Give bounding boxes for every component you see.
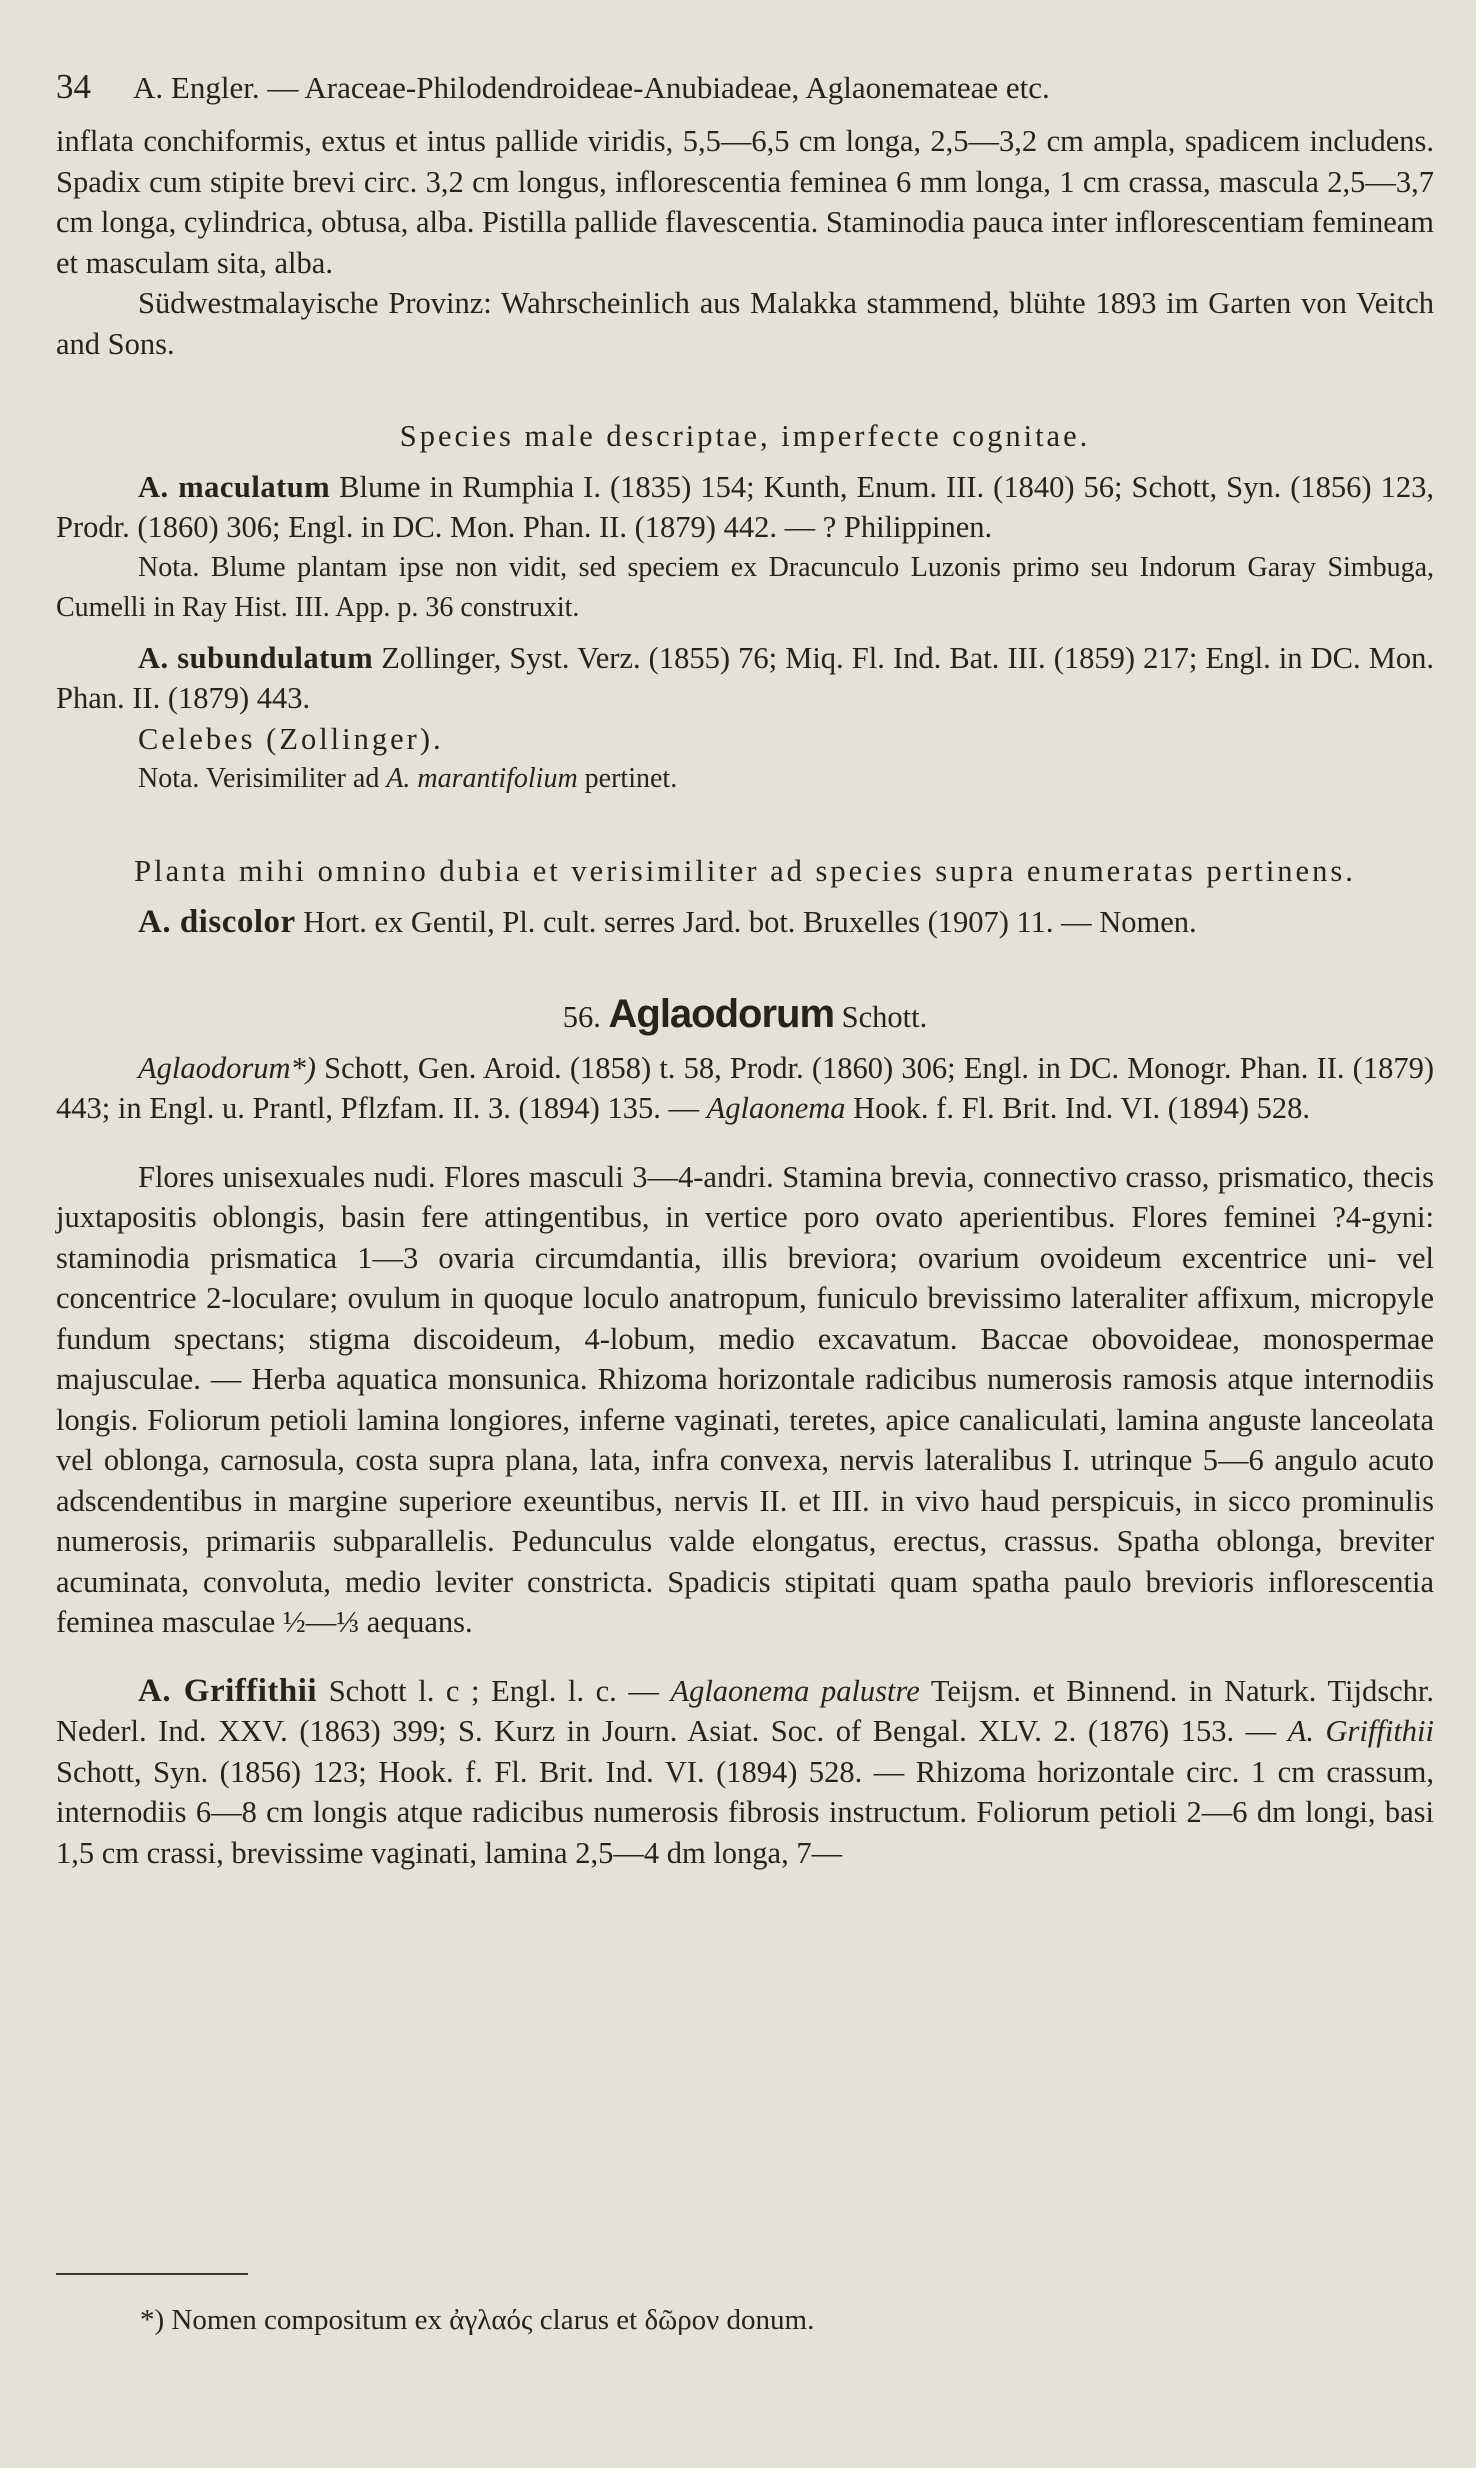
section-heading-doubtful-plant: Planta mihi omnino dubia et verisimiliter ad species supra enumeratas pertinens. xyxy=(134,854,1356,888)
genus-description: Flores unisexuales nudi. Flores masculi 3—4-andri. Stamina brevia, connectivo crasso, prismatico, thecis juxtapositis oblongis, basin fere attingentibus, in vertice poro ovato aperientibus. Flores feminei ?4-gyni: staminodia prismatica 1—3 ovaria circumdantia, illis breviora; ovarium ovoideum excentrice uni- vel concentrice 2-loculare; ovulum in quoque loculo anatropum, funiculo brevissimo lateraliter affixum, micropyle fundum spectans; stigma discoideum, 4-lobum, medio excavatum. Baccae obovoideae, monospermae majusculae. — Herba aquatica monsunica. Rhizoma horizontale radicibus numerosis ramosis atque internodiis longis. Foliorum petioli lamina longiores, inferne vaginati, teretes, apice canaliculati, lamina anguste lanceolata vel oblonga, carnosula, costa supra plana, lata, infra convexa, nervis lateralibus I. utrinque 5—6 angulo acuto adscendentibus in margine superiore exeuntibus, nervis II. et III. in vivo haud perspicuis, in sicco prominulis numerosis, primariis subparallelis. Pedunculus valde elongatus, erectus, crassus. Spatha oblonga, breviter acuminata, convoluta, medio leviter constricta. Spadicis stipitati quam spatha paulo brevioris inflorescentia feminea masculae ½—⅓ aequans. xyxy=(56,1159,1434,1639)
note-text-end: pertinet. xyxy=(577,763,678,794)
note-maculatum: Nota. Blume plantam ipse non vidit, sed speciem ex Dracunculo Luzonis primo seu Indorum Garay Simbuga, Cumelli in Ray Hist. III. App. p. 36 construxit. xyxy=(56,551,1434,623)
synonym-aglaonema: Aglaonema xyxy=(706,1091,846,1125)
note-text: Nota. Verisimiliter ad xyxy=(138,763,387,794)
species-entry-griffithii xyxy=(56,1671,1434,1874)
species-name-griffithii: A. Griffithii xyxy=(138,1672,318,1709)
species-name-subundulatum: A. subundulatum xyxy=(138,640,374,675)
griffithii-text-1: Schott l. c ; Engl. l. c. — xyxy=(317,1673,671,1708)
section-heading-imperfect-species: Species male descriptae, imperfecte cognitae. xyxy=(399,419,1091,453)
synonymy-text-2: Hook. f. Fl. Brit. Ind. VI. (1894) 528. xyxy=(845,1091,1311,1125)
species-name-maculatum: A. maculatum xyxy=(138,469,331,504)
footnote-rule xyxy=(56,2273,248,2275)
synonym-a-griffithii: A. Griffithii xyxy=(1287,1714,1434,1748)
footnote: *) Nomen compositum ex ἀγλαός clarus et δῶρον donum. xyxy=(140,2304,815,2336)
paragraph-distribution: Südwestmalayische Provinz: Wahrscheinlich aus Malakka stammend, blühte 1893 im Garten von Veitch and Sons. xyxy=(56,286,1434,361)
species-entry-subundulatum xyxy=(56,638,1434,719)
species-citation-subundulatum: Zollinger, Syst. Verz. (1855) 76; Miq. Fl. Ind. Bat. III. (1859) 217; Engl. in DC. Mon. Phan. II. (1879) 443. xyxy=(56,640,1435,715)
page-number: 34 xyxy=(56,67,91,106)
genus-number: 56. xyxy=(562,1000,601,1034)
paragraph-description-continued: inflata conchiformis, extus et intus pallide viridis, 5,5—6,5 cm longa, 2,5—3,2 cm ampla, spadicem includens. Spadix cum stipite brevi circ. 3,2 cm longus, inflorescentia feminea 6 mm longa, 1 cm crassa, mascula 2,5—3,7 cm longa, cylindrica, obtusa, alba. Pistilla pallide flavescentia. Staminodia pauca inter inflorescentiam femineam et masculam sita, alba. xyxy=(56,124,1434,280)
locality-subundulatum: Celebes (Zollinger). xyxy=(138,721,444,756)
synonym-aglaodorum: Aglaodorum*) xyxy=(138,1050,316,1085)
genus-name: Aglaodorum xyxy=(608,992,835,1036)
griffithii-text-3: Schott, Syn. (1856) 123; Hook. f. Fl. Brit. Ind. VI. (1894) 528. — Rhizoma horizontale circ. 1 cm crassum, internodiis 6—8 cm longis atque radicibus numerosis fibrosis instructum. Foliorum petioli 2—6 dm longi, basi 1,5 cm crassi, brevissime vaginati, lamina 2,5—4 dm longa, 7— xyxy=(56,1754,1434,1870)
synonymy-text-1: Schott, Gen. Aroid. (1858) t. 58, Prodr. (1860) 306; Engl. in DC. Monogr. Phan. II. (1879) 443; in Engl. u. Prantl, Pflzfam. II. 3. (1894) 135. — xyxy=(56,1050,1434,1125)
running-title: A. Engler. — Araceae-Philodendroideae-Anubiadeae, Aglaonemateae etc. xyxy=(133,70,1050,105)
running-header xyxy=(56,62,1434,113)
griffithii-text-2: Teijsm. et Binnend. in Naturk. Tijdschr. Nederl. Ind. XXV. (1863) 399; S. Kurz in Journ. Asiat. Soc. of Bengal. XLV. 2. (1876) 153. — xyxy=(56,1673,1434,1748)
species-entry-maculatum xyxy=(56,467,1434,548)
species-citation-discolor: Hort. ex Gentil, Pl. cult. serres Jard. bot. Bruxelles (1907) 11. — Nomen. xyxy=(303,904,1197,939)
genus-author: Schott. xyxy=(841,1000,928,1034)
species-name-discolor: A. discolor xyxy=(138,903,296,940)
species-entry-discolor xyxy=(56,902,1434,943)
synonym-aglaonema-palustre: Aglaonema palustre xyxy=(670,1673,920,1708)
note-taxon: A. marantifolium xyxy=(386,763,578,794)
genus-synonymy xyxy=(56,1048,1434,1129)
note-subundulatum xyxy=(56,759,1434,799)
species-citation-maculatum: Blume in Rumphia I. (1835) 154; Kunth, Enum. III. (1840) 56; Schott, Syn. (1856) 123, Prodr. (1860) 306; Engl. in DC. Mon. Phan. II. (1879) 442. — ? Philippinen. xyxy=(56,469,1435,544)
genus-heading xyxy=(56,994,1434,1038)
